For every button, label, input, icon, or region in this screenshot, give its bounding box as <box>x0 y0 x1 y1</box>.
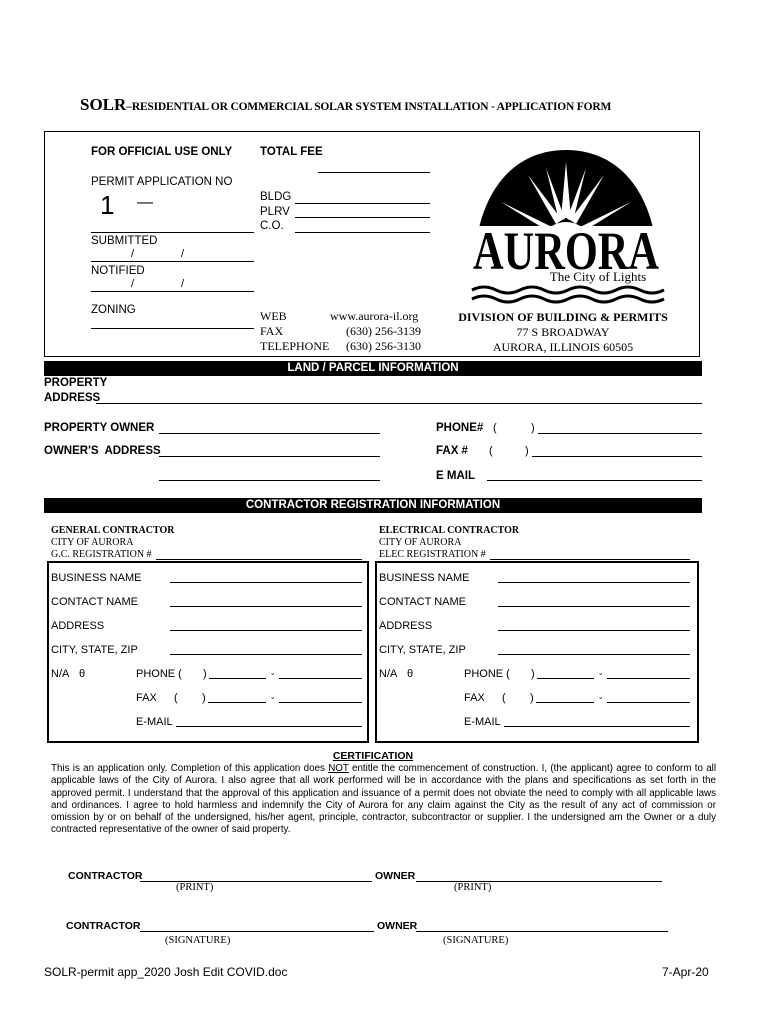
gc-phone-label: PHONE ( <box>136 668 182 680</box>
gc-reg-field[interactable] <box>156 559 362 560</box>
logo-tagline: The City of Lights <box>549 269 647 284</box>
footer-date: 7-Apr-20 <box>662 965 709 979</box>
owner-signature-caption: (SIGNATURE) <box>443 935 509 946</box>
gc-fax-label: FAX <box>136 692 157 704</box>
ec-address-field[interactable] <box>498 630 690 631</box>
division-address-1: 77 S BROADWAY <box>516 325 610 339</box>
ec-business-label: BUSINESS NAME <box>379 572 470 584</box>
gc-na-checkbox[interactable]: θ <box>79 668 86 680</box>
phone-field[interactable] <box>538 433 702 434</box>
fax-close-paren: ) <box>525 445 529 457</box>
gc-address-field[interactable] <box>170 630 362 631</box>
gc-na-label: N/A <box>51 668 70 680</box>
gc-address-label: ADDRESS <box>51 620 105 632</box>
certification-text-a: This is an application only. Completion of this application does <box>51 763 329 774</box>
zoning-field[interactable] <box>91 328 254 329</box>
footer-filename: SOLR-permit app_2020 Josh Edit COVID.doc <box>44 965 288 979</box>
title-rest: –RESIDENTIAL OR COMMERCIAL SOLAR SYSTEM INSTALLATION - APPLICATION FORM <box>126 101 612 113</box>
web-label: WEB <box>260 309 287 323</box>
owner-print-caption: (PRINT) <box>454 882 492 893</box>
fax-field[interactable] <box>532 456 702 457</box>
permit-app-no-field[interactable] <box>91 232 254 233</box>
ec-city-label: CITY, STATE, ZIP <box>379 644 466 656</box>
gc-fax-close-paren: ) <box>202 692 206 704</box>
gc-reg-label: G.C. REGISTRATION # <box>51 549 152 560</box>
total-fee-label: TOTAL FEE <box>260 146 323 158</box>
telephone-value: (630) 256-3130 <box>346 339 421 353</box>
co-label: C.O. <box>260 220 284 232</box>
contractor-print-caption: (PRINT) <box>176 882 214 893</box>
ec-phone-label: PHONE ( <box>464 668 510 680</box>
submitted-date-field[interactable] <box>91 261 254 262</box>
owners-address-field-2[interactable] <box>159 480 380 481</box>
gc-city-label: CITY, STATE, ZIP <box>51 644 138 656</box>
ec-fax-prefix-field[interactable] <box>536 702 594 703</box>
fax-open-paren: ( <box>489 445 493 457</box>
ec-na-checkbox[interactable]: θ <box>407 668 414 680</box>
email-field[interactable] <box>487 480 702 481</box>
permit-dash: — <box>137 194 153 211</box>
gc-contact-field[interactable] <box>170 606 362 607</box>
ec-phone-number-field[interactable] <box>607 678 690 679</box>
permit-app-no-label: PERMIT APPLICATION NO <box>91 176 233 188</box>
owners-address-field-1[interactable] <box>159 456 380 457</box>
notified-slash-2: / <box>181 278 185 290</box>
property-owner-label: PROPERTY OWNER <box>44 422 155 434</box>
ec-email-label: E-MAIL <box>464 716 501 728</box>
owner-print-field[interactable] <box>416 881 662 882</box>
bldg-label: BLDG <box>260 191 292 203</box>
ec-fax-dash: - <box>599 692 603 704</box>
fax-label: FAX <box>260 324 284 338</box>
ec-reg-label: ELEC REGISTRATION # <box>379 549 486 560</box>
gc-city: CITY OF AURORA <box>51 537 134 548</box>
gc-fax-prefix-field[interactable] <box>208 702 266 703</box>
gc-email-field[interactable] <box>176 726 362 727</box>
plrv-label: PLRV <box>260 206 290 218</box>
owner-print-label: OWNER <box>375 870 416 882</box>
division-address-2: AURORA, ILLINOIS 60505 <box>492 340 634 354</box>
form-title <box>80 95 611 115</box>
phone-close-paren: ) <box>531 422 535 434</box>
certification-text-b: entitle the commencement of construction. I, (the applicant) agree to conform to all applicable laws of the City of Aurora. I also agree that all work performed will be in accordance with the plans and specifications as set forth in the approved permit. I understand that the approval of this application and issuance of a permit does not obviate the need to comply with all applicable laws and ordinances. I agree to hold harmless and indemnify the City of Aurora for any claim against the City as the result of any act of commission or omission by or on behalf of the undersigned, his/her agent, principle, contractor, subcontractor or supplier. I the undersigned am the Owner or a duly contracted representative of the owner of said property. <box>51 763 716 836</box>
submitted-slash-2: / <box>181 248 185 260</box>
ec-address-label: ADDRESS <box>379 620 433 632</box>
owners-address-label: OWNER'S ADDRESS <box>44 445 161 457</box>
ec-reg-field[interactable] <box>490 559 690 560</box>
gc-phone-close-paren: ) <box>203 668 207 680</box>
contractor-signature-label: CONTRACTOR <box>66 920 141 932</box>
address-label: ADDRESS <box>44 392 101 404</box>
ec-title: ELECTRICAL CONTRACTOR <box>379 525 520 536</box>
property-owner-field[interactable] <box>159 433 380 434</box>
ec-phone-prefix-field[interactable] <box>537 678 594 679</box>
permit-number: 1 <box>100 190 115 220</box>
gc-contact-label: CONTACT NAME <box>51 596 138 608</box>
ec-business-field[interactable] <box>498 582 690 583</box>
land-parcel-header: LAND / PARCEL INFORMATION <box>44 361 702 376</box>
ec-phone-dash: - <box>599 668 603 680</box>
official-use-label: FOR OFFICIAL USE ONLY <box>91 146 233 158</box>
ec-fax-open-paren: ( <box>502 692 506 704</box>
owner-signature-field[interactable] <box>416 931 668 932</box>
owner-signature-label: OWNER <box>377 920 418 932</box>
co-field[interactable] <box>295 232 430 233</box>
notified-date-field[interactable] <box>91 291 254 292</box>
notified-slash-1: / <box>131 278 135 290</box>
certification-text <box>51 763 716 837</box>
ec-contact-field[interactable] <box>498 606 690 607</box>
plrv-field[interactable] <box>295 217 430 218</box>
web-value: www.aurora-il.org <box>330 309 419 323</box>
gc-email-label: E-MAIL <box>136 716 173 728</box>
ec-phone-close-paren: ) <box>531 668 535 680</box>
gc-phone-prefix-field[interactable] <box>209 678 266 679</box>
phone-label: PHONE# <box>436 422 484 434</box>
notified-label: NOTIFIED <box>91 265 145 277</box>
certification-not: NOT <box>328 763 349 774</box>
certification-heading: CERTIFICATION <box>332 750 414 762</box>
logo-wordmark: AURORA <box>473 221 659 281</box>
title-prefix: SOLR <box>80 95 127 114</box>
total-fee-field[interactable] <box>318 172 430 173</box>
ec-na-label: N/A <box>379 668 398 680</box>
division-name: DIVISION OF BUILDING & PERMITS <box>458 310 668 324</box>
email-label: E MAIL <box>436 470 475 482</box>
bldg-field[interactable] <box>295 203 430 204</box>
gc-fax-dash: - <box>271 692 275 704</box>
contractor-signature-caption: (SIGNATURE) <box>165 935 231 946</box>
property-label: PROPERTY <box>44 377 108 389</box>
contractor-signature-field[interactable] <box>140 931 374 932</box>
property-address-field[interactable] <box>96 403 702 404</box>
gc-phone-dash: - <box>271 668 275 680</box>
fax-value: (630) 256-3139 <box>346 324 421 338</box>
gc-fax-open-paren: ( <box>174 692 178 704</box>
ec-fax-label: FAX <box>464 692 485 704</box>
contractor-header: CONTRACTOR REGISTRATION INFORMATION <box>44 498 702 513</box>
contractor-print-field[interactable] <box>140 881 372 882</box>
zoning-label: ZONING <box>91 304 136 316</box>
telephone-label: TELEPHONE <box>260 339 330 353</box>
submitted-label: SUBMITTED <box>91 235 158 247</box>
ec-city: CITY OF AURORA <box>379 537 462 548</box>
gc-city-field[interactable] <box>170 654 362 655</box>
ec-email-field[interactable] <box>504 726 690 727</box>
logo-waves-icon <box>472 287 664 302</box>
ec-fax-close-paren: ) <box>530 692 534 704</box>
aurora-logo <box>466 140 666 305</box>
gc-phone-number-field[interactable] <box>279 678 362 679</box>
fax-number-label: FAX # <box>436 445 468 457</box>
ec-contact-label: CONTACT NAME <box>379 596 466 608</box>
phone-open-paren: ( <box>493 422 497 434</box>
gc-business-field[interactable] <box>170 582 362 583</box>
gc-title: GENERAL CONTRACTOR <box>51 525 175 536</box>
contractor-print-label: CONTRACTOR <box>68 870 143 882</box>
ec-city-field[interactable] <box>498 654 690 655</box>
ec-fax-number-field[interactable] <box>607 702 690 703</box>
gc-business-label: BUSINESS NAME <box>51 572 142 584</box>
submitted-slash-1: / <box>131 248 135 260</box>
gc-fax-number-field[interactable] <box>279 702 362 703</box>
